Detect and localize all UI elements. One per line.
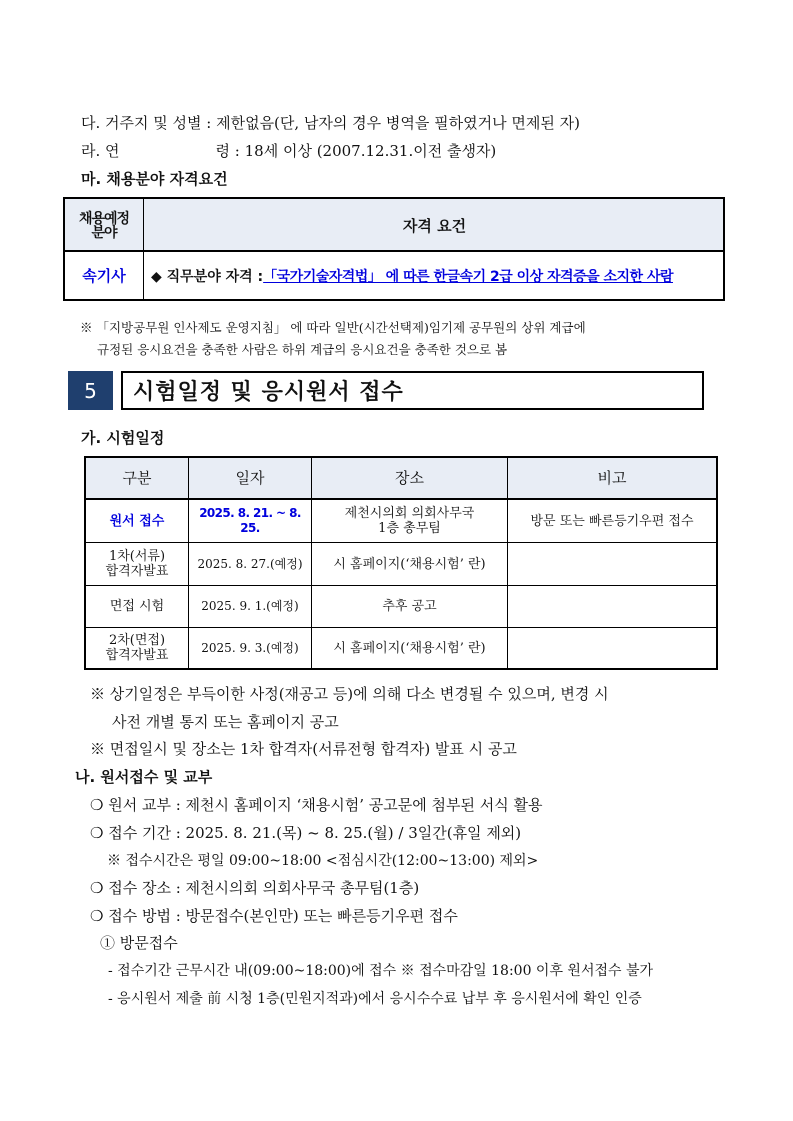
cell-category: 2차(면접) 합격자발표	[86, 628, 189, 668]
header-field: 채용예정 분야	[78, 210, 130, 241]
header-note: 비고	[597, 468, 627, 487]
cell-date: 2025. 9. 3.(예정)	[189, 628, 312, 668]
bullet-form-issue: ❍ 원서 교부 : 제천시 홈페이지 ‘채용시험’ 공고문에 첨부된 서식 활용	[90, 796, 543, 814]
row-field-stenographer: 속기사	[82, 267, 126, 285]
schedule-table-header	[86, 458, 716, 500]
line-age-prefix: 라. 연	[81, 142, 120, 160]
sub-visit-reception: ① 방문접수	[100, 934, 178, 952]
header-date: 일자	[189, 458, 312, 498]
header-requirement: 자격 요건	[402, 217, 467, 235]
qualification-table	[63, 197, 725, 301]
note-schedule-change-line1: ※ 상기일정은 부득이한 사정(재공고 등)에 의해 다소 변경될 수 있으며, 변경 시	[90, 685, 609, 703]
bullet-application-place: ❍ 접수 장소 : 제천시의회 의회사무국 총무팀(1층)	[90, 879, 420, 897]
schedule-table	[84, 456, 718, 670]
cell-place: 시 홈페이지(‘채용시험’ 란)	[312, 628, 508, 668]
heading-application: 나. 원서접수 및 교부	[75, 768, 213, 786]
cell-date: 2025. 9. 1.(예정)	[189, 586, 312, 627]
table-row	[86, 628, 716, 668]
bullet-application-period: ❍ 접수 기간 : 2025. 8. 21.(목) ~ 8. 25.(월) / 3일간(휴일 제외)	[90, 824, 522, 842]
note-schedule-change-line2: 사전 개별 통지 또는 홈페이지 공고	[112, 713, 339, 731]
note-reception-hours: ※ 접수시간은 평일 09:00~18:00 <점심시간(12:00~13:00) 제외>	[107, 853, 539, 869]
note-guideline-line1: ※ 「지방공무원 인사제도 운영지침」 에 따라 일반(시간선택제)임기제 공무원의 상위 계급에	[80, 320, 586, 335]
table-row	[86, 586, 716, 628]
table-row	[86, 543, 716, 586]
line-age	[81, 140, 496, 161]
line-age-suffix: 령 : 18세 이상 (2007.12.31.이전 출생자)	[215, 142, 497, 160]
cell-category: 원서 접수	[86, 500, 189, 542]
note-interview-announcement: ※ 면접일시 및 장소는 1차 합격자(서류전형 합격자) 발표 시 공고	[90, 740, 517, 758]
table-row	[86, 500, 716, 543]
section-number: 5	[68, 371, 113, 410]
heading-qualification: 마. 채용분야 자격요건	[81, 170, 228, 188]
note-guideline-line2: 규정된 응시요건을 충족한 사람은 하위 계급의 응시요건을 충족한 것으로 봄	[97, 342, 508, 357]
dash-fee-payment: - 응시원서 제출 前 시청 1층(민원지적과)에서 응시수수료 납부 후 응시원서에 확인 인증	[108, 991, 642, 1007]
line-residence-gender: 다. 거주지 및 성별 : 제한없음(단, 남자의 경우 병역을 필하였거나 면제된 자)	[81, 114, 580, 132]
section-title: 시험일정 및 응시원서 접수	[121, 371, 704, 410]
cell-place: 제천시의회 의회사무국 1층 총무팀	[312, 500, 508, 542]
row-requirement-prefix: ◆ 직무분야 자격 :	[151, 268, 264, 285]
cell-category: 면접 시험	[86, 586, 189, 627]
row-requirement	[151, 252, 673, 299]
dash-reception-hours: - 접수기간 근무시간 내(09:00~18:00)에 접수 ※ 접수마감일 18:00 이후 원서접수 불가	[108, 963, 654, 979]
cell-place: 시 홈페이지(‘채용시험’ 란)	[312, 543, 508, 585]
heading-exam-schedule: 가. 시험일정	[81, 429, 165, 447]
cell-date: 2025. 8. 21. ~ 8. 25.	[189, 500, 312, 542]
row-requirement-link[interactable]: 「국가기술자격법」 에 따른 한글속기 2급 이상 자격증을 소지한 사람	[263, 268, 673, 285]
header-category: 구분	[86, 458, 189, 498]
cell-category: 1차(서류) 합격자발표	[86, 543, 189, 585]
header-place: 장소	[312, 458, 508, 498]
bullet-application-method: ❍ 접수 방법 : 방문접수(본인만) 또는 빠른등기우편 접수	[90, 907, 458, 925]
cell-place: 추후 공고	[312, 586, 508, 627]
cell-note	[508, 586, 716, 627]
cell-note	[508, 628, 716, 668]
cell-note	[508, 543, 716, 585]
cell-note: 방문 또는 빠른등기우편 접수	[530, 513, 694, 529]
cell-date: 2025. 8. 27.(예정)	[189, 543, 312, 585]
